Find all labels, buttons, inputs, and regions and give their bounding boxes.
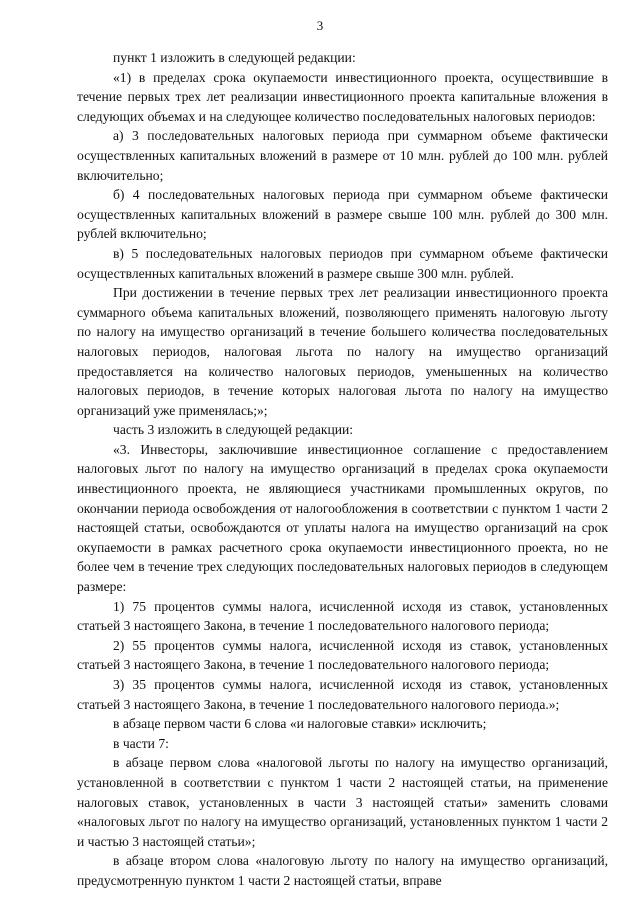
paragraph-item-b: б) 4 последовательных налоговых периода при суммарном объеме фактически осуществленных капитальных вложений в размере свыше 100 млн. рублей до 300 млн. рублей включительно; (77, 187, 608, 242)
paragraph-part-6: в абзаце первом части 6 слова «и налоговые ставки» исключить; (113, 716, 487, 732)
paragraph-clause-1-intro: пункт 1 изложить в следующей редакции: (113, 50, 356, 65)
page-number: 3 (316, 18, 324, 33)
paragraph-item-a: а) 3 последовательных налоговых периода при суммарном объеме фактически осуществленных капитальных вложений в размере от 10 млн. рублей до 100 млн. рублей включительно; (77, 128, 608, 183)
paragraph-achievement: При достижении в течение первых трех лет реализации инвестиционного проекта суммарного объема капитальных вложений, позволяющего применять налоговую льготу по налогу на имущество организаций в течение большего количества последовательных налоговых периодов, налоговая льгота по налогу на имущество организаций предоставляется на количество налоговых периодов, уменьшенных на количество налоговых периодов, в течение которых налоговая льгота по налогу на имущество организаций уже применялась;»; (77, 285, 608, 418)
paragraph-item-1: 1) 75 процентов суммы налога, исчисленной исходя из ставок, установленных статьей 3 настоящего Закона, в течение 1 последовательного налогового периода; (77, 598, 608, 634)
paragraph-part-7-intro: в части 7: (113, 735, 169, 751)
paragraph-item-v: в) 5 последовательных налоговых периодов при суммарном объеме фактически осуществленных капитальных вложений в размере свыше 300 млн. рублей. (77, 245, 608, 281)
paragraph-item-3: 3) 35 процентов суммы налога, исчисленной исходя из ставок, установленных статьей 3 настоящего Закона, в течение 1 последовательного налогового периода.»; (77, 677, 608, 712)
paragraph-part-3-text: «3. Инвесторы, заключившие инвестиционное соглашение с предоставлением налоговых льгот по налогу на имущество организаций в пределах срока окупаемости инвестиционного проекта, не являющиеся участниками промышленных округов, по окончании периода освобождения от налогообложения в соответствии с пунктом 1 части 2 настоящей статьи, освобождаются от уплаты налога на имущество организаций на срок окупаемости в рамках расчетного срока окупаемости инвестиционного проекта, но не более чем в течение трех следующих последовательных налоговых периодов в следующем размере: (77, 441, 608, 595)
document-body (77, 48, 608, 891)
paragraph-part-7-first: в абзаце первом слова «налоговой льготы по налогу на имущество организаций, установленной в соответствии с пунктом 1 части 2 настоящей статьи, на применение налоговых ставок, установленных в части 3 настоящей статьи» заменить словами «налоговых льгот по налогу на имущество организаций, установленных пунктом 1 части 2 и частью 3 настоящей статьи»; (77, 755, 608, 849)
paragraph-part-7-second: в абзаце втором слова «налоговую льготу по налогу на имущество организаций, предусмотренную пунктом 1 части 2 настоящей статьи, вправе (77, 853, 608, 888)
paragraph-clause-1-text: «1) в пределах срока окупаемости инвестиционного проекта, осуществившие в течение первых трех лет реализации инвестиционного проекта капитальные вложения в следующих объемах и на следующее количество последовательных налоговых периодов: (77, 69, 608, 124)
paragraph-part-3-intro: часть 3 изложить в следующей редакции: (113, 422, 354, 438)
paragraph-item-2: 2) 55 процентов суммы налога, исчисленной исходя из ставок, установленных статьей 3 настоящего Закона, в течение 1 последовательного налогового периода; (77, 637, 608, 673)
